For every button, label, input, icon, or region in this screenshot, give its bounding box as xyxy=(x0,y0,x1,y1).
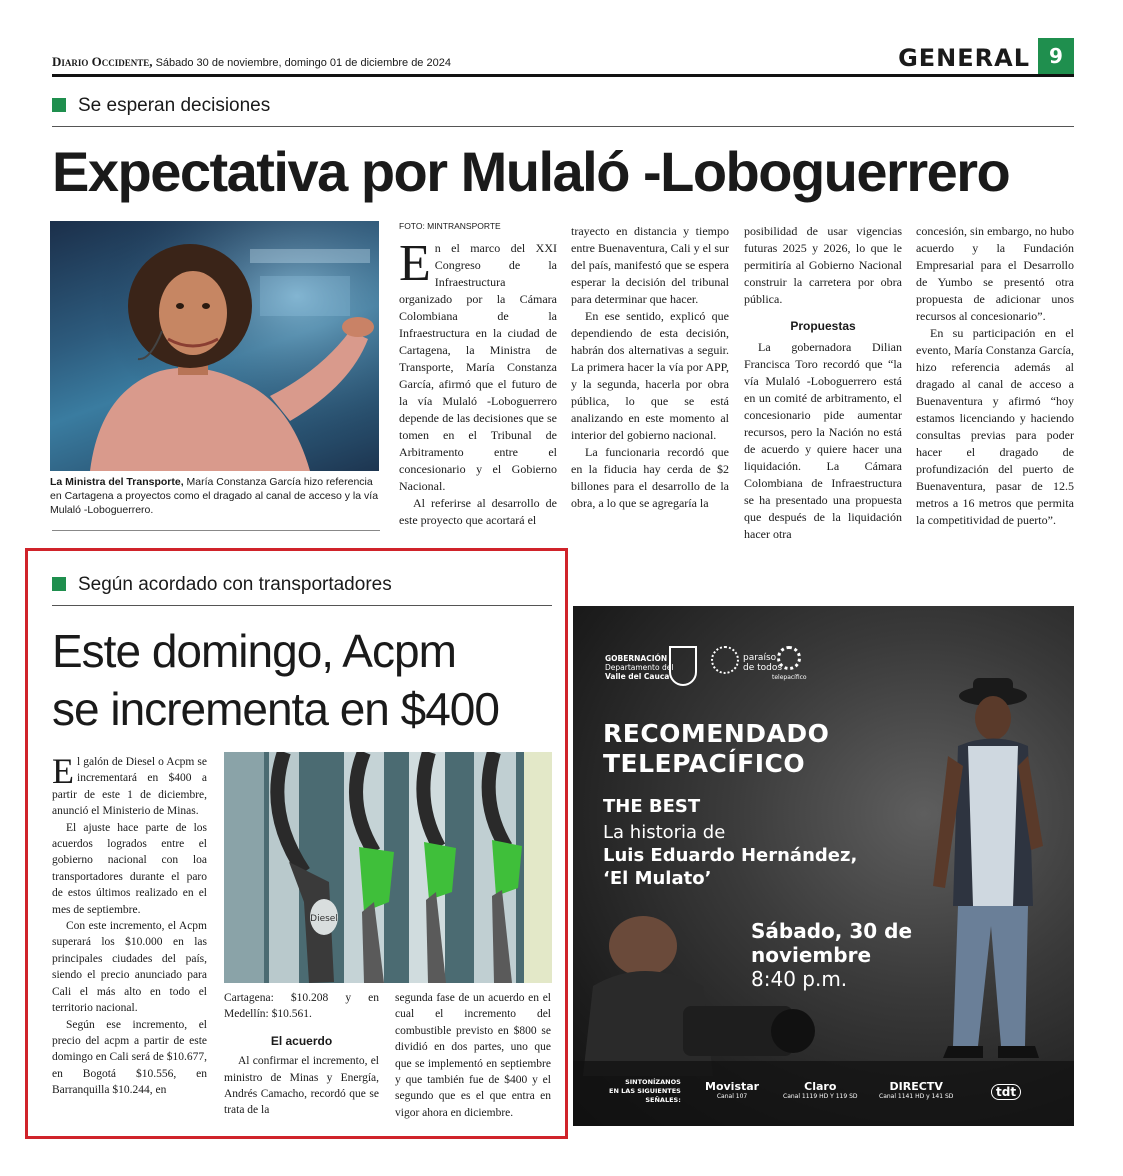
program-description xyxy=(603,821,857,890)
article1-col4-p1: concesión, sin embargo, no hubo acuerdo y la Fundación Empresarial para el Desarrollo de Yumbo se presentó otra propuesta de adicionar unos recursos al concesionario”. xyxy=(916,224,1074,323)
article2-col3-p1: segunda fase de un acuerdo en el cual el incremento del combustible previsto en $800 se dividió en dos partes, uno que que se implementó en septiembre y que también fue de $400 y el segundo que es el que entra en vigor ahora en diciembre. xyxy=(395,992,551,1119)
photo-credit: FOTO: MINTRANSPORTE xyxy=(399,221,501,231)
article1-column-3 xyxy=(744,223,902,543)
masthead-dateline xyxy=(52,54,451,70)
gob-line-3: Valle del Cauca xyxy=(605,672,670,681)
tune-line-2: EN LAS SIGUIENTES xyxy=(609,1087,681,1095)
article1-col1-p2: Al referirse al desarrollo de este proyecto que acortará el xyxy=(399,496,557,527)
article1-subhead: Propuestas xyxy=(790,319,856,333)
broadcast-date xyxy=(751,919,912,967)
photo1-caption xyxy=(50,475,379,517)
story-line-1: La historia de xyxy=(603,822,726,843)
article2-subhead: El acuerdo xyxy=(270,1033,333,1048)
ad-title-line-1: RECOMENDADO xyxy=(603,719,830,748)
article1-col2-p2: En ese sentido, explicó que dependiendo de esta decisión, habrán dos alternativas a seguir. La primera hacer la vía por APP, y la segunda, hacerla por obra pública, lo que se está analizando en este momento al interior del gobierno nacional. xyxy=(571,309,729,442)
article1-column-4 xyxy=(916,223,1074,529)
tune-line-3: SEÑALES: xyxy=(645,1096,681,1104)
operator-movistar xyxy=(705,1080,759,1100)
story-line-2: Luis Eduardo Hernández, xyxy=(603,845,858,866)
article2-col1-p2: El ajuste hace parte de los acuerdos logrados entre el gobierno nacional con loa transportadores durante el paro de estos últimos realizado en el mes de septiembre. xyxy=(52,821,207,916)
article1-col4-p2: En su participación en el evento, María Constanza García, hizo referencia además al dragado al canal de acceso a Buenaventura y afirmó “hoy estamos licenciando y haciendo consultas previas para poder hacer el dragado de profundización del puerto de Buenaventura, pasar de 12.5 metros a 16 metros que permita la competitividad de puerto”. xyxy=(916,326,1074,527)
tune-in-label xyxy=(609,1078,681,1105)
article1-col2-p3: La funcionaria recordó que en la fiducia hay cerda de $2 billones para el desarrollo de la obra, a lo que se agregaría la xyxy=(571,445,729,510)
paraiso-line-2: de todos xyxy=(743,663,783,673)
section-name: GENERAL xyxy=(898,44,1030,72)
minister-photo xyxy=(50,221,379,471)
minister-illustration xyxy=(50,221,379,471)
article2-col2-p1: Cartagena: $10.208 y en Medellín: $10.561. xyxy=(224,992,379,1021)
caption-bold: La Ministra del Transporte, xyxy=(50,476,184,488)
article1-col1-p1-text: n el marco del XXI Congreso de la Infraestructura organizado por la Cámara Colombiana de la Infraestructura en la ciudad de Cartagena, la Ministra de Transporte, María Constanza García, afirmó que el futuro de la vía Mulaló -Loboguerrero depende de las decisiones que se tomen en el Tribunal de Arbitramento entre el concesionario y el Gobierno Nacional. xyxy=(399,241,557,493)
article2-kicker-rule xyxy=(52,605,552,606)
broadcast-time: 8:40 p.m. xyxy=(751,967,848,991)
ad-title-line-2: TELEPACÍFICO xyxy=(603,749,806,778)
header-rule xyxy=(52,74,1074,77)
article2-col1-p4: Según ese incremento, el precio del acpm a partir de este domingo en Cali será de $10.677, en Bogotá $10.556, en Barranquilla $10.244, en xyxy=(52,1018,207,1097)
article2-col1-p3: Con este incremento, el Acpm superará los $10.000 en las principales ciudades del país, siendo el precio anunciado para Cali el más alto en todo el territorio nacional. xyxy=(52,920,207,1015)
gob-line-1: GOBERNACIÓN xyxy=(605,654,668,663)
gobernacion-logo xyxy=(605,654,673,681)
article1-column-2 xyxy=(571,223,729,512)
story-line-3: ‘El Mulato’ xyxy=(603,868,712,889)
dropcap: E xyxy=(52,751,74,791)
diesel-pump-photo xyxy=(224,752,552,983)
operator-channel: Canal 1141 HD y 141 SD xyxy=(879,1093,954,1100)
kicker-text: Se esperan decisiones xyxy=(78,95,271,116)
tdt-logo: tdt xyxy=(991,1084,1021,1100)
operator-directv xyxy=(879,1080,953,1100)
issue-date: Sábado 30 de noviembre, domingo 01 de diciembre de 2024 xyxy=(155,57,451,69)
article1-col2-p1: trayecto en distancia y tiempo entre Buenaventura, Cali y el sur del país, manifestó que se espera esperar la decisión del tribunal para determinar que hacer. xyxy=(571,224,729,306)
headline-line-2: se incrementa en $400 xyxy=(52,683,499,735)
operator-name: DIRECTV xyxy=(889,1080,943,1093)
article1-col3-p2: La gobernadora Dilian Francisca Toro recordó que “la vía Mulaló -Loboguerrero está en un comité de arbitramento, el concesionario pide aumentar recursos, pero la Nación no está de acuerdo y quiere hacer una liquidación. La Cámara Colombiana de Infraestructura se ha presentado una propuesta que después de la liquidación hacer otra xyxy=(744,340,902,541)
dropcap: E xyxy=(399,235,431,292)
diesel-nozzles-illustration xyxy=(224,752,552,983)
article2-col2-p2: Al confirmar el incremento, el ministro de Minas y Energía, Andrés Camacho, recordó que se trata de la xyxy=(224,1055,379,1117)
date-line-2: noviembre xyxy=(751,943,872,967)
article2-col1-p1-text: l galón de Diesel o Acpm se incrementará en $400 a partir de este 1 de diciembre, anunció el Ministerio de Minas. xyxy=(52,756,207,818)
telepacifico-logo-text: telepacífico xyxy=(772,674,807,681)
operator-channel: Canal 1119 HD Y 119 SD xyxy=(783,1093,858,1100)
article1-headline: Expectativa por Mulaló -Loboguerrero xyxy=(52,140,1010,203)
kicker-rule xyxy=(52,126,1074,127)
operator-claro xyxy=(783,1080,858,1100)
ad-title xyxy=(603,719,829,779)
article2-col1-p1 xyxy=(52,751,207,820)
telepacifico-logo-icon xyxy=(777,646,801,670)
masthead xyxy=(52,44,1074,74)
diesel-label: Diesel xyxy=(310,914,338,924)
kicker-square-icon xyxy=(52,577,66,591)
coat-of-arms-icon xyxy=(669,646,697,686)
headline-line-1: Este domingo, Acpm xyxy=(52,625,456,677)
paraiso-sun-icon xyxy=(711,646,739,674)
operator-name: Movistar xyxy=(705,1080,760,1093)
operator-name: Claro xyxy=(804,1080,837,1093)
article2-headline xyxy=(52,622,557,738)
telepacifico-advertisement xyxy=(573,606,1074,1126)
program-name: THE BEST xyxy=(603,796,701,817)
article2-column-1 xyxy=(52,751,207,1099)
article1-col1-p1 xyxy=(399,235,557,495)
article2-column-2 xyxy=(224,990,379,1119)
caption-rule xyxy=(52,530,380,531)
article1-kicker xyxy=(52,95,270,117)
date-line-1: Sábado, 30 de xyxy=(751,919,913,943)
article1-col3-p1: posibilidad de usar vigencias futuras 2025 y 2026, lo que le permitiría al Gobierno Nacional construir la carretera por obra pública. xyxy=(744,224,902,306)
tune-line-1: SINTONÍZANOS xyxy=(625,1078,681,1086)
article2-kicker xyxy=(52,574,392,596)
kicker-square-icon xyxy=(52,98,66,112)
publication-name: Diario Occidente, xyxy=(52,54,153,69)
caption-text: María Constanza García hizo referencia en Cartagena a proyectos como el dragado al canal de acceso y la vía Mulaló -Loboguerrero. xyxy=(50,476,379,516)
operator-channel: Canal 107 xyxy=(716,1093,748,1100)
page-number: 9 xyxy=(1038,38,1074,74)
article1-column-1 xyxy=(399,235,557,529)
kicker-text: Según acordado con transportadores xyxy=(78,574,392,595)
paraiso-line-1: paraíso xyxy=(743,653,777,663)
gob-line-2: Departamento del xyxy=(605,663,674,672)
article2-column-3 xyxy=(395,990,551,1121)
